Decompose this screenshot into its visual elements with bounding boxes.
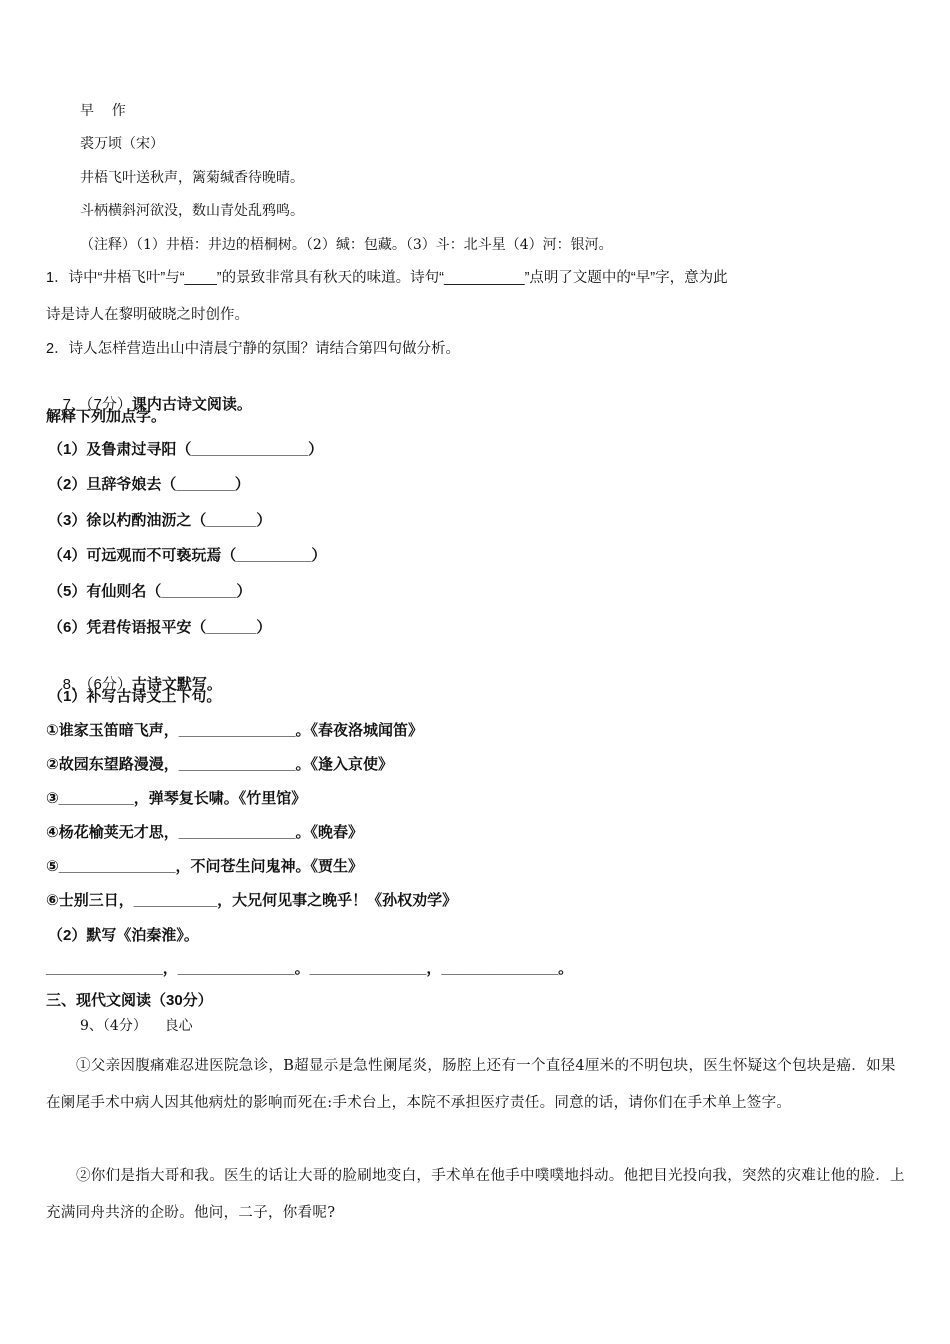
q8-sub-1: （1）补写古诗文上下句。 [48, 688, 222, 705]
poem-line-2: 斗柄横斜河欲没，数山青处乱鸦鸣。 [80, 203, 304, 219]
q7-item: （3）徐以杓酌油沥之（______） [48, 512, 272, 529]
q7-title: 课内古诗文阅读。 [131, 396, 252, 413]
poem-author: 裘万顷（宋） [80, 136, 164, 152]
q8-answer-blank: ______________，______________。______________，______________。 [46, 960, 574, 977]
poem-question-2: 2．诗人怎样营造出山中清晨宁静的氛围？请结合第四句做分析。 [46, 341, 461, 357]
q7-instruction: 解释下列加点字。 [46, 408, 167, 425]
q7-number: 7、（7分） [62, 396, 132, 413]
q8-item: ⑥士别三日，__________，大兄何见事之晚乎！《孙权劝学》 [46, 892, 458, 909]
q7-item: （4）可远观而不可亵玩焉（_________） [48, 547, 327, 564]
q7-item: （1）及鲁肃过寻阳（______________） [48, 441, 324, 458]
q7-header [46, 372, 252, 438]
q8-item: ①谁家玉笛暗飞声，______________。《春夜洛城闻笛》 [46, 722, 423, 739]
q7-item: （2）旦辞爷娘去（_______） [48, 476, 250, 493]
q8-item: ⑤______________，不问苍生问鬼神。《贾生》 [46, 858, 363, 875]
q9-header: 9、（4分） 良心 [80, 1018, 193, 1034]
q8-item: ④杨花榆荚无才思，______________。《晚春》 [46, 824, 363, 841]
poem-title: 早 作 [80, 103, 126, 119]
q7-item: （5）有仙则名（_________） [48, 583, 252, 600]
paragraph-1: ①父亲因腹痛难忍进医院急诊，B超显示是急性阑尾炎，肠腔上还有一个直径4厘米的不明包块，医生怀疑这个包块是癌．如果在阑尾手术中病人因其他病灶的影响而死在:手术台上，本院不承担医疗责任。同意的话，请你们在手术单上签字。 [46, 1058, 896, 1111]
q8-header [46, 652, 222, 718]
paragraph-2: ②你们是指大哥和我。医生的话让大哥的脸刷地变白，手术单在他手中噗噗地抖动。他把目光投向我，突然的灾难让他的脸．上充满同舟共济的企盼。他问，二子，你看呢? [46, 1168, 905, 1221]
poem-line-1: 井梧飞叶送秋声，篱菊缄香待晚晴。 [80, 170, 304, 186]
section-3-title: 三、现代文阅读（30分） [46, 992, 213, 1009]
q8-number: 8、（6分） [62, 676, 132, 693]
q8-item: ②故园东望路漫漫，______________。《逢入京使》 [46, 756, 393, 773]
q8-sub-2: （2）默写《泊秦淮》。 [48, 927, 199, 944]
q7-item: （6）凭君传语报平安（______） [48, 619, 272, 636]
poem-notes: （注释）（1）井梧：井边的梧桐树。（2）缄：包藏。（3）斗：北斗星（4）河：银河。 [80, 237, 613, 253]
q8-item: ③_________，弹琴复长啸。《竹里馆》 [46, 790, 307, 807]
poem-question-1-line-1: 1．诗中“井梧飞叶”与“____”的景致非常具有秋天的味道。诗句“__________”点明了文题中的“早”字，意为此 [46, 270, 728, 286]
poem-question-1-line-2: 诗是诗人在黎明破晓之时创作。 [46, 307, 249, 323]
q8-title: 古诗文默写。 [131, 676, 222, 693]
